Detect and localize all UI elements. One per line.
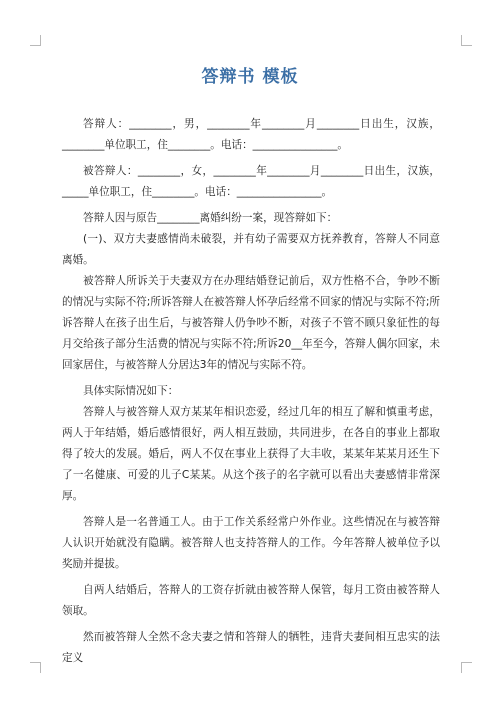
body-paragraph: 答辩人：________，男，________年________月________日出生，汉族，________单位职工，住________。电话：________________。 [62,118,440,151]
body-paragraph: 然而被答辩人全然不念夫妻之情和答辩人的牺牲，违背夫妻间相互忠实的法定义 [62,631,440,664]
document-body [62,114,440,669]
body-paragraph: 具体实际情况如下： [83,385,179,397]
body-paragraph: 答辩人是一名普通工人。由于工作关系经常户外作业。这些情况在与被答辩人认识开始就没有隐瞒。被答辩人也支持答辩人的工作。今年答辩人被单位予以奖励并提拔。 [62,516,440,570]
body-paragraph: 自两人结婚后，答辩人的工资存折就由被答辩人保管，每月工资由被答辩人领取。 [62,584,440,617]
body-paragraph: 答辩人因与原告________离婚纠纷一案，现答辩如下： [83,212,338,224]
crop-mark-bottom-left [30,662,41,673]
document-title: 答辩书 模板 [201,67,299,87]
crop-mark-top-right [461,35,472,46]
crop-mark-top-left [30,35,41,46]
body-paragraph: 被答辩人：________，女，________年________月________日出生，汉族，_____单位职工，住________。电话：________________。 [62,165,440,198]
crop-mark-bottom-right [461,662,472,673]
body-paragraph: 被答辩人所诉关于夫妻双方在办理结婚登记前后，双方性格不合，争吵不断的情况与实际不符;所诉答辩人在被答辩人怀孕后经常不回家的情况与实际不符;所诉答辩人在孩子出生后，与被答辩人仍争吵不断，对孩子不管不顾只象征性的每月交给孩子部分生活费的情况与实际不符;所诉20__年至今，答辩人偶尔回家，未回家居住，与被答辩人分居达3年的情况与实际不符。 [62,275,440,371]
body-paragraph: (一)、双方夫妻感情尚未破裂，并有幼子需要双方抚养教育，答辩人不同意离婚。 [62,233,440,266]
body-paragraph: 答辩人与被答辩人双方某某年相识恋爱，经过几年的相互了解和慎重考虑，两人于年结婚，婚后感情很好，两人相互鼓励，共同进步，在各自的事业上都取得了较大的发展。婚后，两人不仅在事业上获得了大丰收，某某年某某月还生下了一名健康、可爱的儿子C某某。从这个孩子的名字就可以看出夫妻感情非常深厚。 [62,406,440,502]
